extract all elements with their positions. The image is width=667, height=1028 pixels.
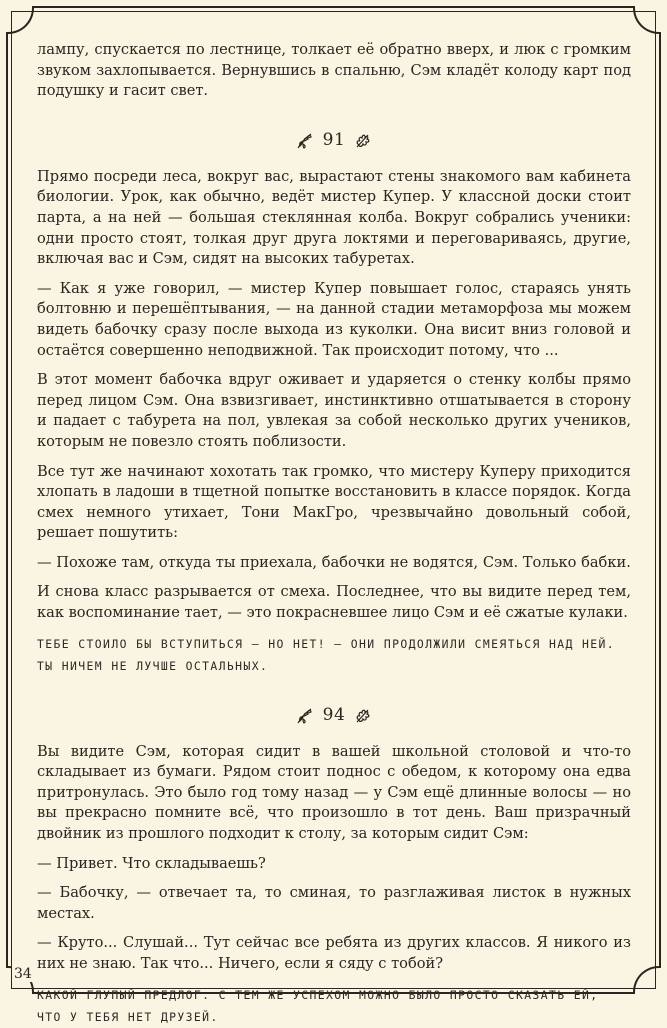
section-header-91	[37, 126, 631, 156]
page-number: 34	[14, 966, 32, 982]
paragraph: Вы видите Сэм, которая сидит в вашей школьной столовой и что-то складывает из бумаги. Рядом стоит поднос с обедом, к которому она едва притронулась. Это было год тому назад — у Сэм ещё длинные волосы — но вы прекрасно помните всё, что произошло в тот день. Ваш призрачный двойник из прошлого подходит к столу, за которым сидит Сэм:	[37, 742, 631, 843]
handwritten-note: ТЕБЕ СТОИЛО БЫ ВСТУПИТЬСЯ — НО НЕТ! — ОНИ ПРОДОЛЖИЛИ СМЕЯТЬСЯ НАД НЕЙ. ТЫ НИЧЕМ НЕ ЛУЧШЕ ОСТАЛЬНЫХ.	[37, 636, 616, 673]
oak-leaf-icon	[353, 706, 373, 726]
paragraph: Прямо посреди леса, вокруг вас, вырастают стены знакомого вам кабинета биологии. Урок, как обычно, ведёт мистер Купер. У классной доски стоит парта, а на ней — большая стеклянная колба. Вокруг собрались ученики: одни просто стоят, толкая друг друга локтями и переговариваясь, другие, включая вас и Сэм, сидят на высоких табуретах.	[37, 167, 631, 268]
oak-leaf-icon	[353, 131, 373, 151]
paragraph: Все тут же начинают хохотать так громко, что мистеру Куперу приходится хлопать в ладоши в тщетной попытке восстановить в классе порядок. Когда смех немного утихает, Тони МакГро, чрезвычайно довольный собой, решает пошутить:	[37, 462, 631, 542]
paragraph: — Похоже там, откуда ты приехала, бабочки не водятся, Сэм. Только бабки.	[37, 553, 631, 571]
acorn-oak-leaf-icon	[295, 131, 315, 151]
section-number: 94	[322, 705, 346, 726]
intro-paragraph: лампу, спускается по лестнице, толкает её обратно вверх, и люк с громким звуком захлопывается. Вернувшись в спальню, Сэм кладёт колоду карт под подушку и гасит свет.	[37, 41, 631, 100]
section-header-94	[37, 701, 631, 731]
paragraph: — Как я уже говорил, — мистер Купер повышает голос, стараясь унять болтовню и перешёптывания, — на данной стадии метаморфоза мы можем видеть бабочку сразу после выхода из куколки. Она висит вниз головой и остаётся совершенно неподвижной. Так происходит потому, что ...	[37, 279, 631, 359]
handwritten-note: КАКОЙ ГЛУПЫЙ ПРЕДЛОГ. С ТЕМ ЖЕ УСПЕХОМ МОЖНО БЫЛО ПРОСТО СКАЗАТЬ ЕЙ, ЧТО У ТЕБЯ НЕТ ДРУЗЕЙ.	[37, 987, 599, 1024]
page-content	[37, 40, 631, 1028]
section-number: 91	[322, 130, 346, 151]
paragraph: — Бабочку, — отвечает та, то сминая, то разглаживая листок в нужных местах.	[37, 884, 631, 922]
paragraph: — Привет. Что складываешь?	[37, 854, 266, 872]
paragraph: В этот момент бабочка вдруг оживает и ударяется о стенку колбы прямо перед лицом Сэм. Она взвизгивает, инстинктивно отшатывается в сторону и падает с табурета на пол, увлекая за собой несколько других учеников, которым не повезло стоять поблизости.	[37, 371, 631, 450]
paragraph: — Круто... Слушай... Тут сейчас все ребята из других классов. Я никого из них не знаю. Так что... Ничего, если я сяду с тобой?	[37, 934, 631, 972]
acorn-oak-leaf-icon	[295, 706, 315, 726]
paragraph: И снова класс разрывается от смеха. Последнее, что вы видите перед тем, как воспоминание тает, — это покрасневшее лицо Сэм и её сжатые кулаки.	[37, 583, 631, 622]
